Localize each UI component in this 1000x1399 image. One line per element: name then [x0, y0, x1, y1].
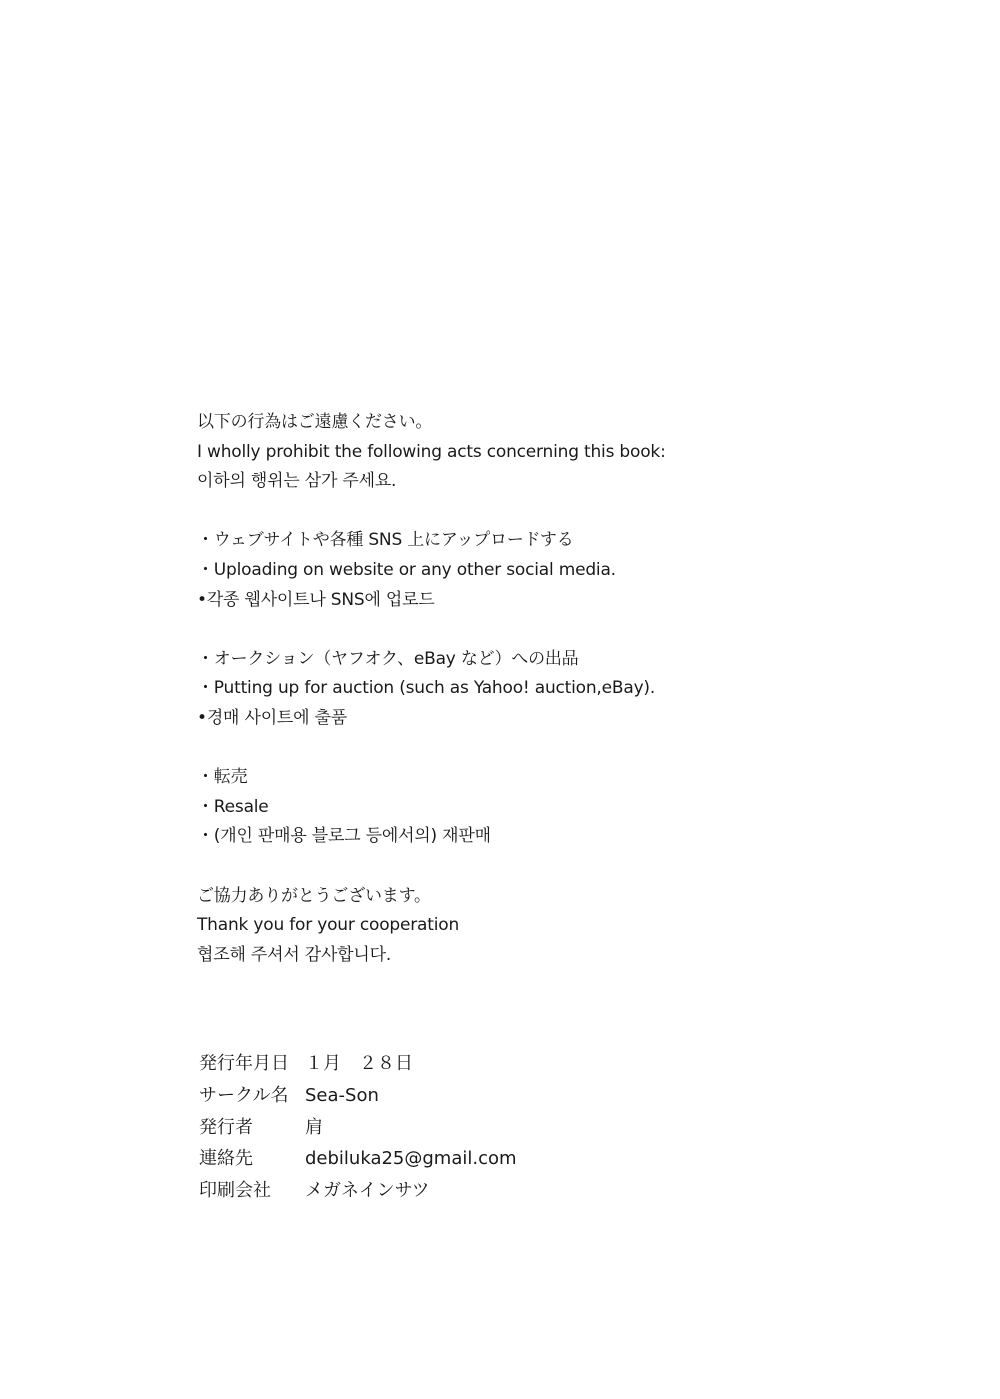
- thanks-ko: 협조해 주셔서 감사합니다.: [197, 944, 392, 965]
- upload-ko: •각종 웹사이트나 SNS에 업로드: [197, 589, 435, 610]
- circle-value: Sea-Son: [305, 1084, 379, 1106]
- date-value: １月 ２８日: [305, 1053, 413, 1074]
- intro-en: I wholly prohibit the following acts concerning this book:: [197, 441, 666, 462]
- auction-en: ・Putting up for auction (such as Yahoo! auction,eBay).: [197, 678, 656, 699]
- colophon-info: [199, 1048, 799, 1207]
- colophon-row-publisher: [199, 1112, 799, 1144]
- publisher-value: 肩: [305, 1116, 323, 1138]
- intro-ja: 以下の行為はご遠慮ください。: [197, 412, 433, 432]
- auction-ja: ・オークション（ヤフオク、eBay など）への出品: [197, 648, 579, 669]
- colophon-row-circle: [199, 1080, 799, 1112]
- auction-ko: •경매 사이트에 출품: [197, 707, 348, 728]
- intro-ko: 이하의 행위는 삼가 주세요.: [197, 471, 397, 492]
- upload-ja: ・ウェブサイトや各種 SNS 上にアップロードする: [197, 530, 574, 551]
- resale-block: [197, 763, 897, 852]
- resale-en: ・Resale: [197, 796, 269, 817]
- date-label: 発行年月日: [199, 1053, 289, 1074]
- upload-en: ・Uploading on website or any other social media.: [197, 559, 616, 580]
- resale-ko: ・(개인 판매용 블로그 등에서의) 재판매: [197, 826, 491, 847]
- contact-label: 連絡先: [199, 1148, 253, 1170]
- upload-block: [197, 526, 897, 615]
- printer-label: 印刷会社: [199, 1180, 271, 1202]
- contact-value: debiluka25@gmail.com: [305, 1148, 517, 1170]
- thanks-ja: ご協力ありがとうございます。: [197, 885, 431, 906]
- printer-value: メガネインサツ: [305, 1180, 430, 1202]
- circle-label: サークル名: [199, 1084, 289, 1106]
- publisher-label: 発行者: [199, 1116, 253, 1138]
- thanks-en: Thank you for your cooperation: [197, 915, 460, 936]
- prohibition-notice: [197, 408, 897, 970]
- colophon-row-date: [199, 1048, 799, 1080]
- intro-block: [197, 408, 897, 497]
- colophon-row-contact: [199, 1143, 799, 1175]
- auction-block: [197, 645, 897, 734]
- resale-ja: ・転売: [197, 767, 248, 788]
- thanks-block: [197, 882, 897, 971]
- colophon-row-printer: [199, 1175, 799, 1207]
